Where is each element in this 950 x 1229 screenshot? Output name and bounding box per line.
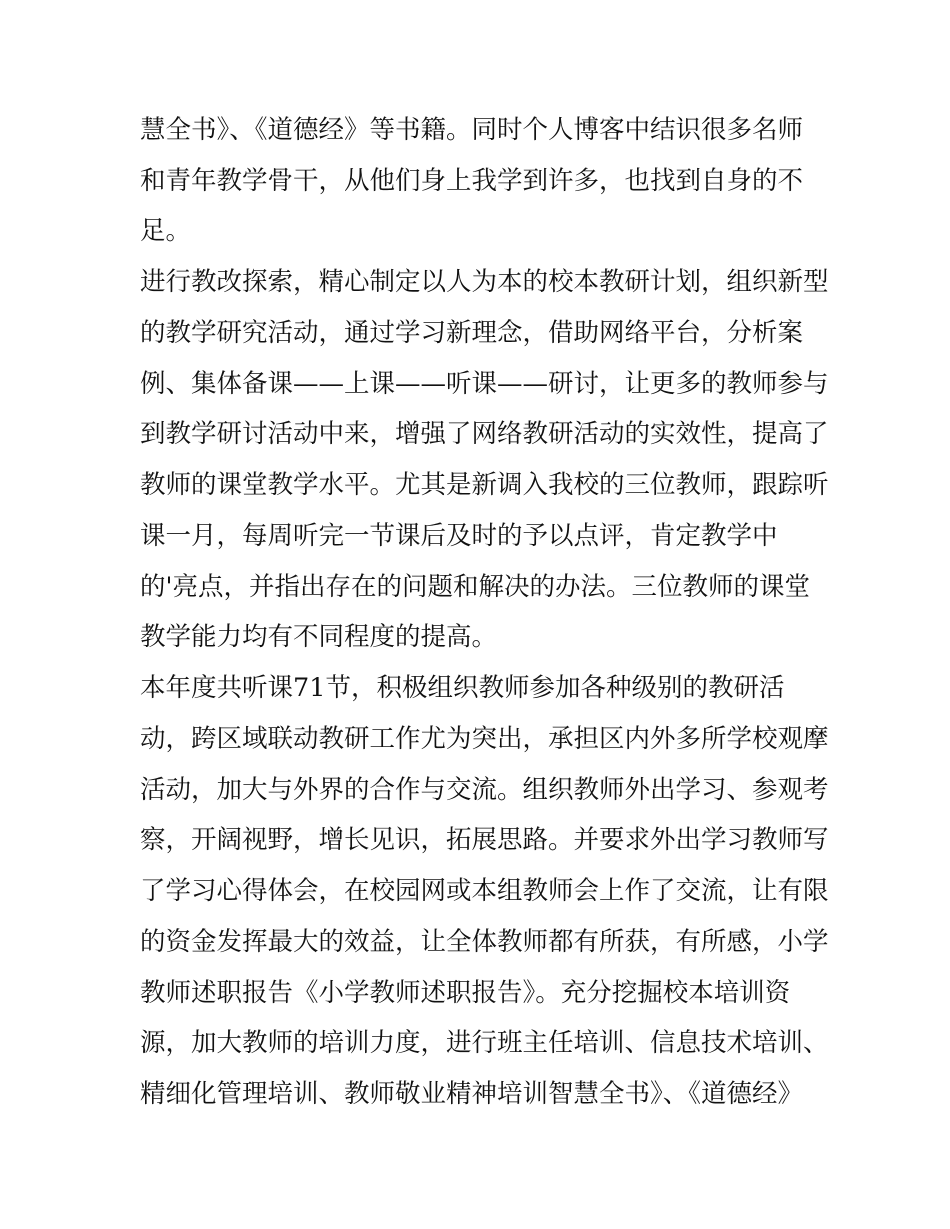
text-line: 足。	[140, 216, 192, 246]
text-line: 精细化管理培训、教师敬业精神培训智慧全书》、《道德经》	[140, 1079, 804, 1109]
text-line: 的资金发挥最大的效益，让全体教师都有所获，有所感，小学	[140, 927, 829, 957]
text-line: 教师述职报告《小学教师述职报告》。充分挖掘校本培训资	[140, 978, 791, 1008]
text-line: 的教学研究活动，通过学习新理念，借助网络平台，分析案	[140, 318, 804, 348]
text-line: 教学能力均有不同程度的提高。	[140, 622, 498, 652]
text-line: 的'亮点，并指出存在的问题和解决的办法。三位教师的课堂	[140, 572, 811, 602]
text-line: 和青年教学骨干，从他们身上我学到许多，也找到自身的不	[140, 166, 804, 196]
text-line: 源，加大教师的培训力度，进行班主任培训、信息技术培训、	[140, 1028, 829, 1058]
text-line: 察，开阔视野，增长见识，拓展思路。并要求外出学习教师写	[140, 825, 829, 855]
text-line: 本年度共听课71节，积极组织教师参加各种级别的教研活	[140, 673, 785, 703]
text-line: 到教学研讨活动中来，增强了网络教研活动的实效性，提高了	[140, 419, 829, 449]
text-line: 课一月，每周听完一节课后及时的予以点评，肯定教学中	[140, 521, 778, 551]
text-line: 动，跨区域联动教研工作尤为突出，承担区内外多所学校观摩	[140, 724, 829, 754]
text-line: 教师的课堂教学水平。尤其是新调入我校的三位教师，跟踪听	[140, 470, 829, 500]
text-line: 慧全书》、《道德经》等书籍。同时个人博客中结识很多名师	[140, 115, 804, 145]
text-line: 了学习心得体会，在校园网或本组教师会上作了交流，让有限	[140, 876, 829, 906]
text-line: 例、集体备课——上课——听课——研讨，让更多的教师参与	[140, 369, 829, 399]
text-line: 活动，加大与外界的合作与交流。组织教师外出学习、参观考	[140, 775, 829, 805]
text-line: 进行教改探索，精心制定以人为本的校本教研计划，组织新型	[140, 267, 829, 297]
